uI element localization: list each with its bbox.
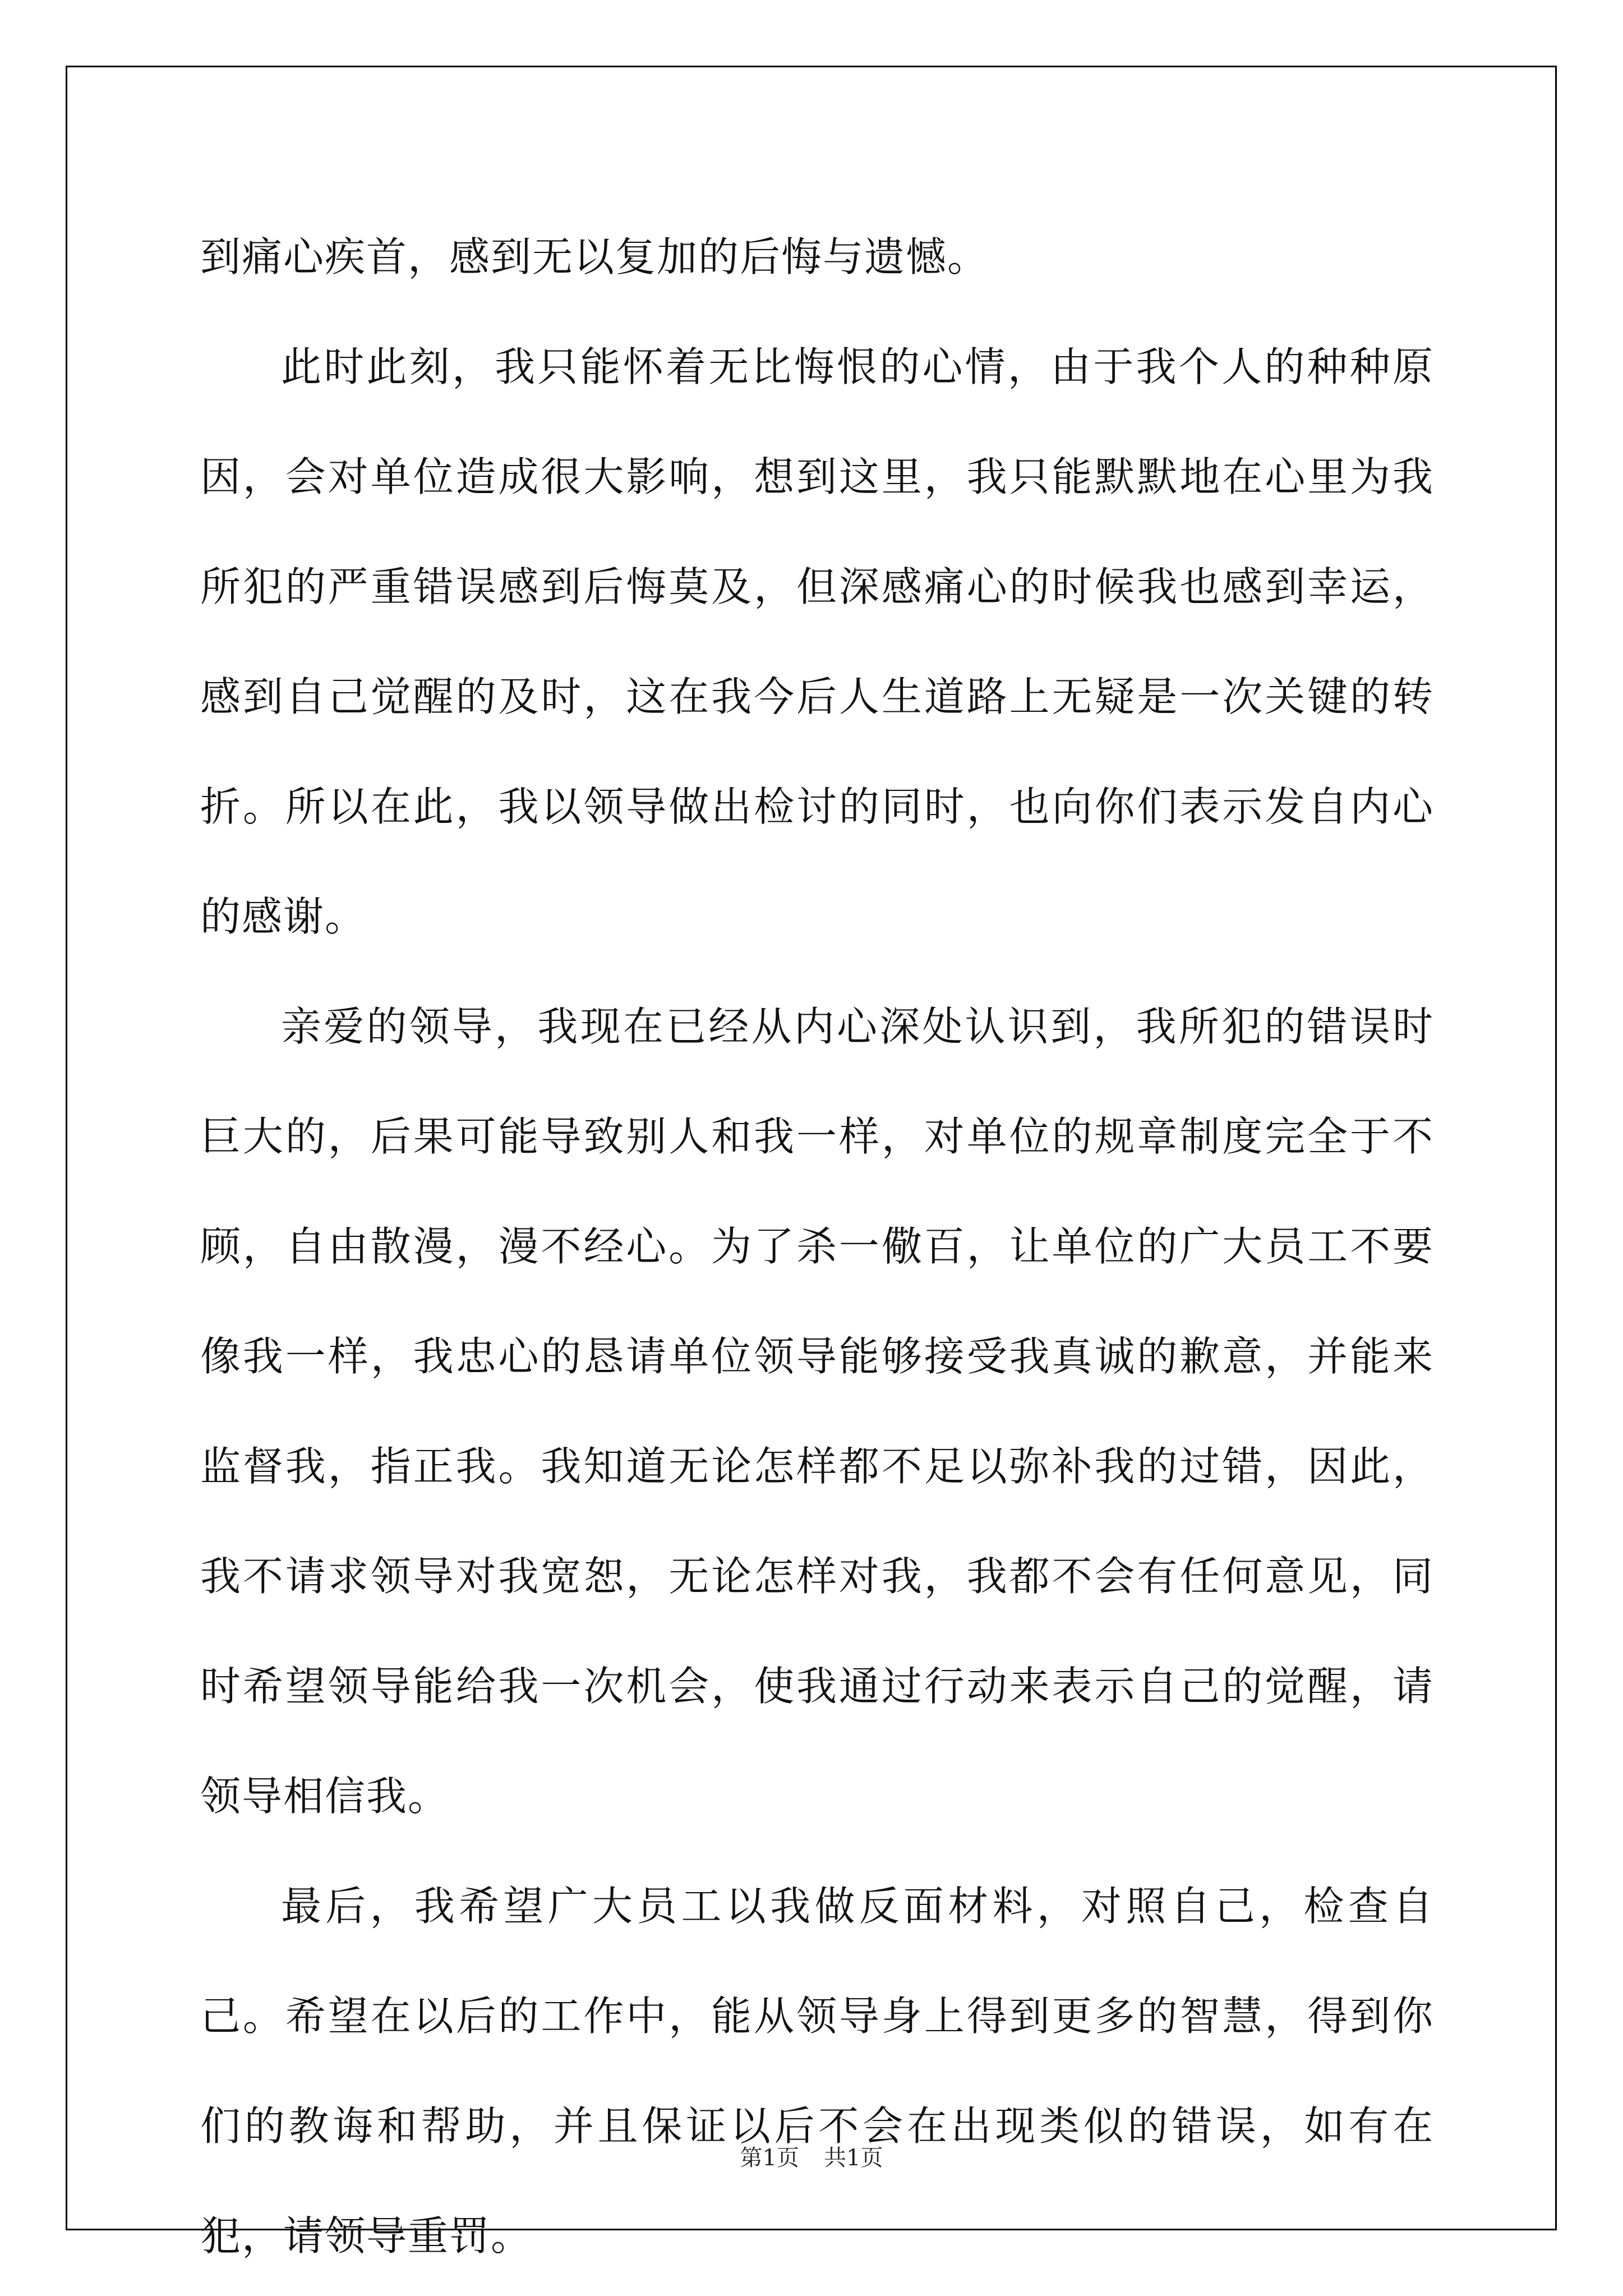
paragraph-2: 此时此刻，我只能怀着无比悔恨的心情，由于我个人的种种原因，会对单位造成很大影响，想到这里，我只能默默地在心里为我所犯的严重错误感到后悔莫及，但深感痛心的时候我也感到幸运，感到自己觉醒的及时，这在我今后人生道路上无疑是一次关键的转折。所以在此，我以领导做出检讨的同时，也向你们表示发自内心的感谢。	[200, 343, 1434, 940]
page-footer	[0, 2140, 1623, 2172]
document-body	[200, 202, 1434, 2291]
paragraph-4: 最后，我希望广大员工以我做反面材料，对照自己，检查自己。希望在以后的工作中，能从领导身上得到更多的智慧，得到你们的教诲和帮助，并且保证以后不会在出现类似的错误，如有在犯，请领导重罚。	[200, 1883, 1434, 2260]
page-total: 共1页	[824, 2145, 883, 2171]
paragraph-3: 亲爱的领导，我现在已经从内心深处认识到，我所犯的错误时巨大的，后果可能导致别人和我一样，对单位的规章制度完全于不顾，自由散漫，漫不经心。为了杀一儆百，让单位的广大员工不要像我一样，我忠心的恳请单位领导能够接受我真诚的歉意，并能来监督我，指正我。我知道无论怎样都不足以弥补我的过错，因此，我不请求领导对我宽恕，无论怎样对我，我都不会有任何意见，同时希望领导能给我一次机会，使我通过行动来表示自己的觉醒，请领导相信我。	[200, 1003, 1434, 1820]
paragraph-1: 到痛心疾首，感到无以复加的后悔与遗憾。	[200, 233, 989, 280]
page-number: 第1页	[740, 2145, 799, 2171]
